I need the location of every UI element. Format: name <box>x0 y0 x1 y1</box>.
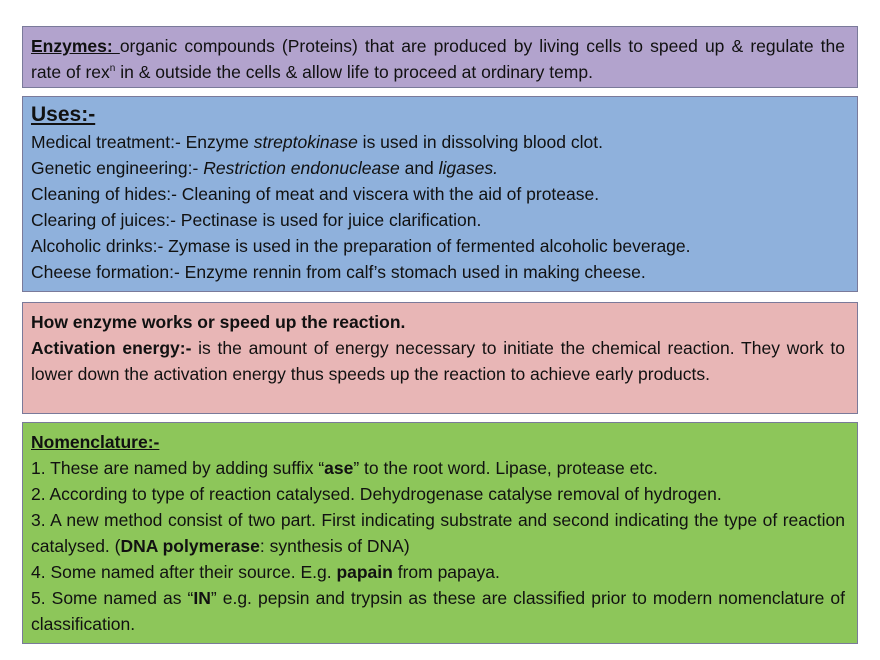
nomenclature-box <box>22 422 858 644</box>
nomenclature-point-5: 5. Some named as “IN” e.g. pepsin and trypsin as these are classified prior to modern nomenclature of classification. <box>31 588 845 634</box>
definition-box <box>22 26 858 88</box>
use-item-alcoholic: Alcoholic drinks:- Zymase is used in the preparation of fermented alcoholic beverage. <box>31 236 691 256</box>
use-item-juices: Clearing of juices:- Pectinase is used for juice clarification. <box>31 210 482 230</box>
superscript-n: n <box>109 63 116 75</box>
activation-energy-text: Activation energy:- is the amount of energy necessary to initiate the chemical reaction. They work to lower down the activation energy thus speeds up the reaction to achieve early products. <box>31 338 846 384</box>
mechanism-box <box>22 302 858 414</box>
use-item-hides: Cleaning of hides:- Cleaning of meat and viscera with the aid of protease. <box>31 184 600 204</box>
nomenclature-point-3: 3. A new method consist of two part. First indicating substrate and second indicating the type of reaction catalysed. (DNA polymerase: synthesis of DNA) <box>31 510 845 556</box>
definition-text: Enzymes: organic compounds (Proteins) that are produced by living cells to speed up & regulate the rate of rex$^n$ in & outside the cells & allow life to proceed at ordinary temp. <box>31 36 846 82</box>
nomenclature-point-4: 4. Some named after their source. E.g. papain from papaya. <box>31 562 500 582</box>
use-item-medical: Medical treatment:- Enzyme streptokinase is used in dissolving blood clot. <box>31 132 603 152</box>
nomenclature-heading: Nomenclature:- <box>31 432 160 452</box>
mechanism-heading: How enzyme works or speed up the reaction. <box>31 312 406 332</box>
uses-box <box>22 96 858 292</box>
uses-heading: Uses:- <box>31 103 96 126</box>
definition-term: Enzymes: <box>31 36 120 56</box>
nomenclature-point-2: 2. According to type of reaction catalysed. Dehydrogenase catalyse removal of hydrogen. <box>31 484 722 504</box>
use-item-cheese: Cheese formation:- Enzyme rennin from calf’s stomach used in making cheese. <box>31 262 646 282</box>
use-item-genetic: Genetic engineering:- Restriction endonuclease and ligases. <box>31 158 498 178</box>
activation-energy-term: Activation energy:- <box>31 338 192 358</box>
nomenclature-point-1: 1. These are named by adding suffix “ase” to the root word. Lipase, protease etc. <box>31 458 658 478</box>
